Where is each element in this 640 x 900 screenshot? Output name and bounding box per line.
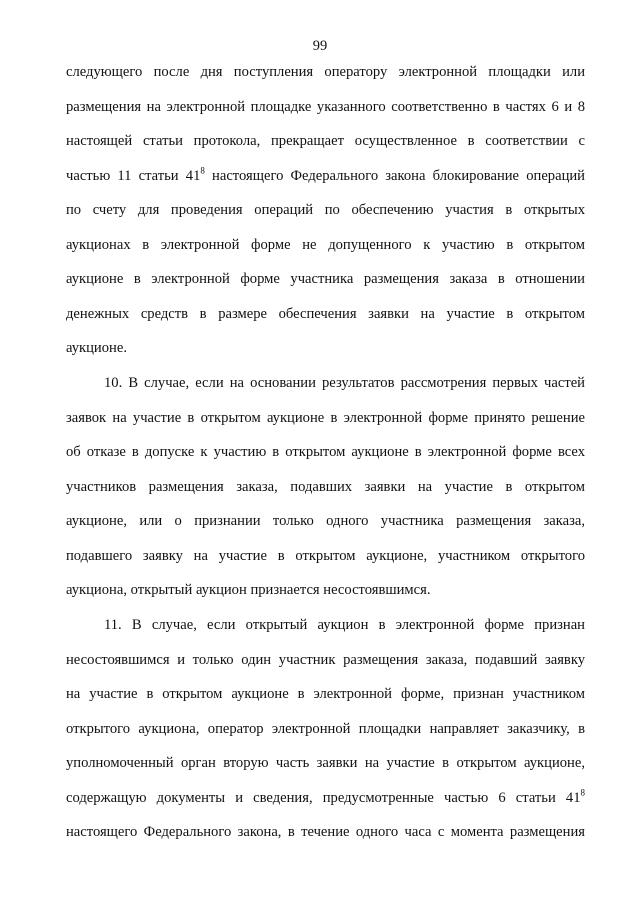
text-line-content: настоящей статьи протокола, прекращает осуществленное в соответствии с [66,133,585,149]
paragraph-continuation [66,55,585,366]
text-line [66,435,585,470]
page-number: 99 [312,38,328,54]
text-line [66,470,585,505]
text-line-content: частью 11 статьи 41 [66,167,201,184]
text-line-content: несостоявшимся и только один участник размещения заказа, подавший заявку [66,651,585,668]
text-line [66,712,585,747]
text-line-content: по счету для проведения операций по обеспечению участия в открытых [66,202,585,218]
text-line-content: следующего после дня поступления оператору электронной площадки или [66,64,585,80]
text-line [66,262,585,297]
text-line-content: аукционе, или о признании только одного участника размещения заказа, [66,513,585,529]
text-line-content: аукциона, открытый аукцион признается несостоявшимся. [66,582,431,598]
paragraph-10 [66,366,585,608]
text-line-content: открытого аукциона, оператор электронной площадки направляет заказчику, в [66,720,585,737]
text-line-content: аукционах в электронной форме не допущенного к участию в открытом [66,236,585,253]
text-line-content: подавшего заявку на участие в открытом аукционе, участником открытого [66,547,585,564]
text-line-content: аукционе. [66,340,127,356]
text-line-content: на участие в открытом аукционе в электронной форме, признан участником [66,686,585,702]
paragraph-11 [66,608,585,850]
text-line-content: размещения на электронной площадке указанного соответственно в частях 6 и 8 [66,98,585,115]
text-line [66,539,585,574]
text-line [66,193,585,228]
text-line [66,159,585,194]
text-line-content: настоящего Федерального закона, в течение одного часа с момента размещения [66,824,585,840]
text-line [66,297,585,332]
text-line-content: участников размещения заказа, подавших заявки на участие в открытом [66,478,585,495]
text-line [66,677,585,712]
text-line-content: об отказе в допуске к участию в открытом аукционе в электронной форме всех [66,444,585,460]
text-line [66,643,585,678]
text-line [66,573,585,608]
text-line [66,366,585,401]
text-line-content: настоящего Федерального закона блокирование операций [204,167,585,184]
superscript: 8 [200,164,205,175]
text-line [66,504,585,539]
superscript: 8 [580,786,585,797]
text-line [66,55,585,90]
text-line [66,331,585,366]
text-line-content: 10. В случае, если на основании результатов рассмотрения первых частей [104,375,585,391]
text-line [66,124,585,159]
text-line [66,746,585,781]
text-line-content: заявок на участие в открытом аукционе в электронной форме принято решение [66,409,585,426]
text-line [66,781,585,816]
text-line-content: аукционе в электронной форме участника размещения заказа в отношении [66,271,585,287]
text-line-content: денежных средств в размере обеспечения заявки на участие в открытом [66,305,585,322]
text-line-content: 11. В случае, если открытый аукцион в электронной форме признан [104,617,585,633]
text-line [66,815,585,850]
text-line [66,608,585,643]
text-line [66,228,585,263]
text-line-content: уполномоченный орган вторую часть заявки на участие в открытом аукционе, [66,755,585,771]
text-line [66,90,585,125]
text-line-content: содержащую документы и сведения, предусмотренные частью 6 статьи 41 [66,789,581,806]
text-line [66,401,585,436]
